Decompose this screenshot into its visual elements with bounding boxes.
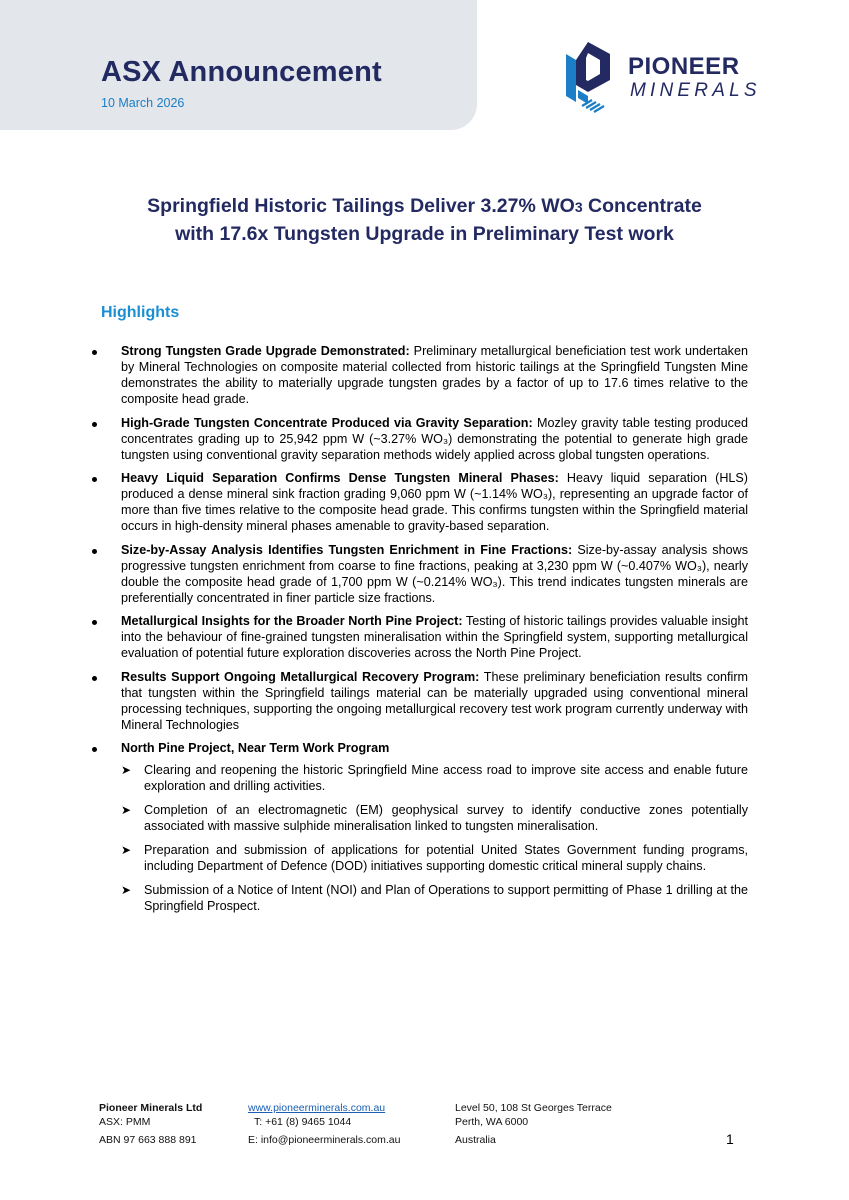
- bullet-icon: [92, 747, 97, 752]
- highlight-title: Strong Tungsten Grade Upgrade Demonstrated:: [121, 344, 410, 358]
- highlight-body: Testing of historic tailings provides valuable insight into the behaviour of fine-grained tungsten mineralisation within the Springfield system, supporting metallurgical evaluation of potential future exploration discoveries across the North Pine Project.: [121, 614, 748, 660]
- page-number: 1: [726, 1131, 734, 1147]
- arrow-bullet-icon: ➤: [121, 883, 132, 897]
- highlights-heading: Highlights: [101, 304, 180, 321]
- list-item: [92, 542, 748, 606]
- list-item: [92, 669, 748, 733]
- work-item-text: Clearing and reopening the historic Springfield Mine access road to improve site access and enable future exploration and drilling activities.: [144, 763, 748, 793]
- list-item: [92, 470, 748, 534]
- headline-subscript: 3: [574, 199, 583, 215]
- document-headline: [60, 193, 789, 248]
- highlight-text: [121, 613, 748, 661]
- list-item: [121, 762, 748, 794]
- list-item: [121, 802, 748, 834]
- company-logo: [566, 40, 761, 115]
- highlight-text: [121, 415, 748, 463]
- list-item: [92, 415, 748, 463]
- list-item: [121, 842, 748, 874]
- list-item: [92, 613, 748, 661]
- north-pine-list: [121, 762, 748, 914]
- footer-email: E: info@pioneerminerals.com.au: [248, 1134, 401, 1146]
- footer-website-link[interactable]: www.pioneerminerals.com.au: [248, 1102, 386, 1114]
- highlight-body: Preliminary metallurgical beneficiation test work undertaken by Mineral Technologies on composite material collected from historic tailings at the Springfield Tungsten Mine demonstrates the ability to materially upgrade tungsten grades by a factor of up to 17.6 times relative to the composite head grade.: [121, 344, 748, 406]
- list-item: [92, 740, 748, 914]
- headline-part: Concentrate: [582, 195, 702, 217]
- highlight-title: Results Support Ongoing Metallurgical Recovery Program:: [121, 669, 480, 684]
- pioneer-logo-icon: [566, 40, 622, 115]
- headline-line-2: with 17.6x Tungsten Upgrade in Preliminary Test work: [175, 223, 674, 245]
- footer-company: Pioneer Minerals Ltd: [99, 1102, 203, 1114]
- highlight-title: Metallurgical Insights for the Broader North Pine Project:: [121, 614, 463, 628]
- arrow-bullet-icon: ➤: [121, 763, 132, 777]
- bullet-icon: [92, 676, 97, 681]
- highlight-body: Size-by-assay analysis shows progressive tungsten enrichment from coarse to fine fractions, peaking at 3,230 ppm W (~0.407% WO₃), nearly double the composite head grade of 1,700 ppm W (~0.214% WO₃). This trend indicates tungsten minerals are preferentially concentrated in finer particle size fractions.: [121, 542, 748, 605]
- work-item-text: Submission of a Notice of Intent (NOI) and Plan of Operations to support permitting of Phase 1 drilling at the Springfield Prospect.: [144, 883, 748, 913]
- bullet-icon: [92, 422, 97, 427]
- list-item: [92, 343, 748, 407]
- footer-asx-code: ASX: PMM: [99, 1116, 151, 1128]
- highlight-text: [121, 669, 748, 733]
- work-item-text: Completion of an electromagnetic (EM) geophysical survey to identify conductive zones potentially associated with massive sulphide mineralisation linked to tungsten mineralisation.: [144, 803, 748, 833]
- logo-name: PIONEER: [628, 53, 740, 80]
- footer-address-line-3: Australia: [455, 1134, 496, 1146]
- announcement-date: 10 March 2026: [101, 96, 185, 110]
- footer-phone: T: +61 (8) 9465 1044: [254, 1116, 352, 1128]
- highlight-body: These preliminary beneficiation results confirm that tungsten within the Springfield tailings material can be materially upgraded using conventional mineral processing techniques, supporting the ongoing metallurgical recovery test work program currently underway with Mineral Technologies: [121, 669, 749, 732]
- bullet-icon: [92, 620, 97, 625]
- north-pine-section: [121, 740, 748, 756]
- arrow-bullet-icon: ➤: [121, 803, 132, 817]
- bullet-icon: [92, 549, 97, 554]
- highlight-title: Size-by-Assay Analysis Identifies Tungsten Enrichment in Fine Fractions:: [121, 542, 573, 557]
- footer-address-line-2: Perth, WA 6000: [455, 1116, 529, 1128]
- highlights-list: [92, 343, 748, 922]
- highlight-text: [121, 470, 748, 534]
- list-item: [121, 882, 748, 914]
- highlight-text: [121, 343, 748, 407]
- north-pine-heading: North Pine Project, Near Term Work Program: [121, 741, 390, 755]
- arrow-bullet-icon: ➤: [121, 843, 132, 857]
- bullet-icon: [92, 477, 97, 482]
- footer-address-line-1: Level 50, 108 St Georges Terrace: [455, 1102, 612, 1114]
- headline-line-1: [60, 193, 789, 221]
- highlight-title: Heavy Liquid Separation Confirms Dense Tungsten Mineral Phases:: [121, 471, 559, 485]
- announcement-title: ASX Announcement: [101, 56, 382, 88]
- headline-part: Springfield Historic Tailings Deliver 3.27% WO: [147, 195, 575, 217]
- work-item-text: Preparation and submission of applications for potential United States Government funding programs, including Department of Defence (DOD) initiatives supporting domestic critical mineral supply chains.: [144, 843, 748, 873]
- bullet-icon: [92, 350, 97, 355]
- logo-subname: MINERALS: [630, 80, 761, 101]
- highlight-title: High-Grade Tungsten Concentrate Produced via Gravity Separation:: [121, 415, 533, 430]
- highlight-text: [121, 542, 748, 606]
- highlight-body: Mozley gravity table testing produced concentrates grading up to 25,942 ppm W (~3.27% WO₃) demonstrating the potential to generate high grade tungsten using conventional gravity separation methods widely applied across global tungsten operations.: [121, 415, 748, 462]
- highlight-body: Heavy liquid separation (HLS) produced a dense mineral sink fraction grading 9,060 ppm W (~1.14% WO₃), representing an upgrade factor of more than five times relative to the composite head grade. This confirms tungsten within the Springfield material occurs in high-density mineral phases amenable to gravity-based separation.: [121, 471, 749, 533]
- footer-abn: ABN 97 663 888 891: [99, 1134, 197, 1146]
